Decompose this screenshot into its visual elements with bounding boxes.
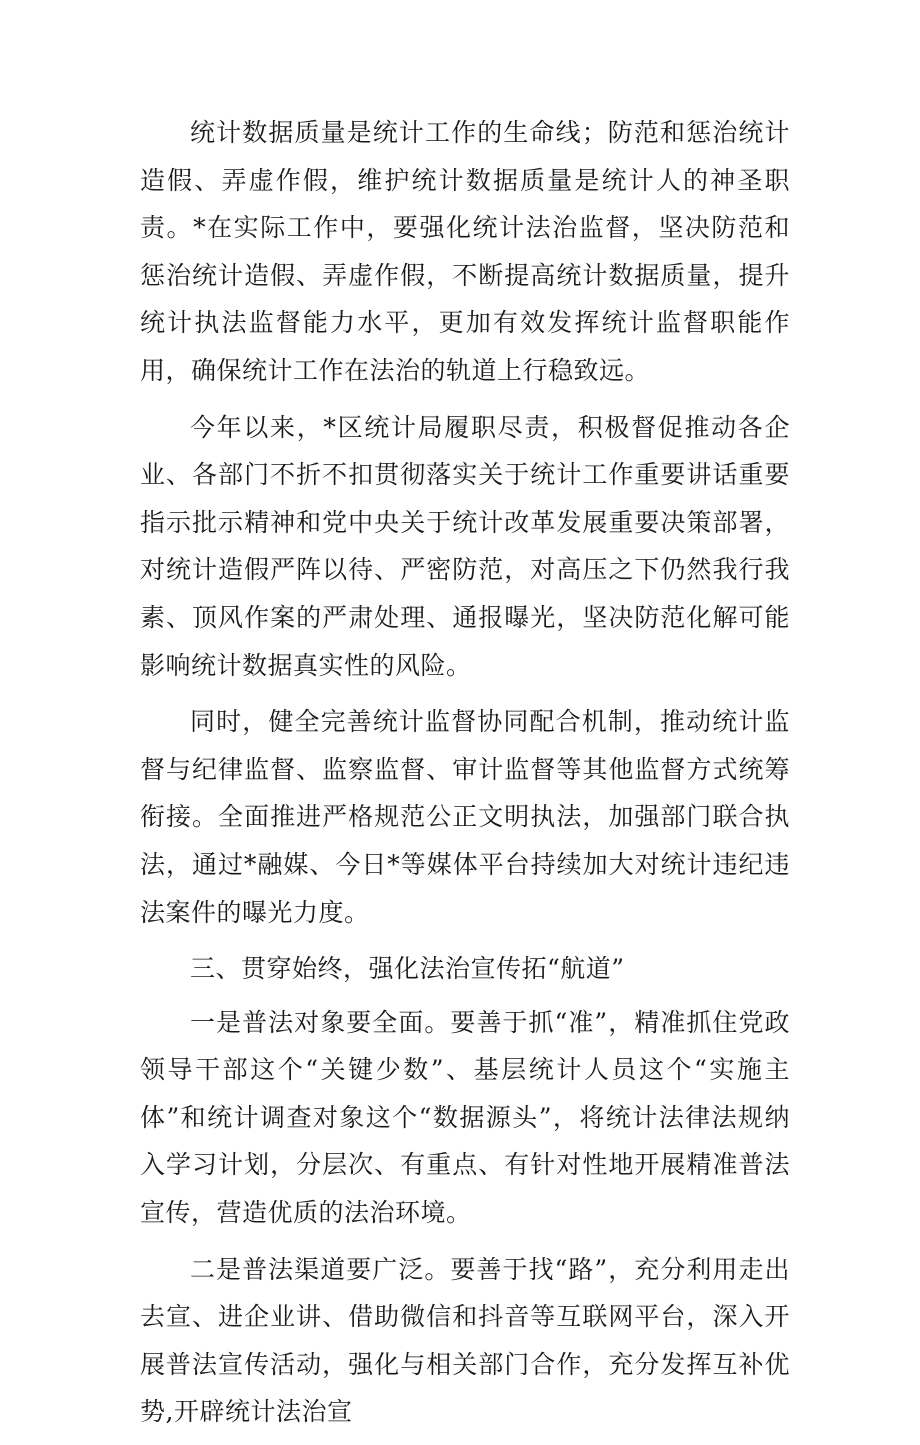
paragraph-channels: 二是普法渠道要广泛。要善于找“路”，充分利用走出去宣、进企业讲、借助微信和抖音等互联网平台，深入开展普法宣传活动，强化与相关部门合作，充分发挥互补优势,开辟统计法治宣	[140, 1254, 790, 1427]
document-body	[140, 109, 790, 1445]
paragraph-supervision-mechanism: 同时，健全完善统计监督协同配合机制，推动统计监督与纪律监督、监察监督、审计监督等其他监督方式统筹衔接。全面推进严格规范公正文明执法，加强部门联合执法，通过*融媒、今日*等媒体平台持续加大对统计违纪违法案件的曝光力度。	[140, 707, 790, 927]
section-heading-three: 三、贯穿始终，强化法治宣传拓“航道”	[190, 954, 625, 984]
paragraph-data-quality: 统计数据质量是统计工作的生命线；防范和惩治统计造假、弄虚作假，维护统计数据质量是统计人的神圣职责。*在实际工作中，要强化统计法治监督，坚决防范和惩治统计造假、弄虚作假，不断提高统计数据质量，提升统计执法监督能力水平，更加有效发挥统计监督职能作用，确保统计工作在法治的轨道上行稳致远。	[140, 118, 790, 385]
paragraph-this-year: 今年以来，*区统计局履职尽责，积极督促推动各企业、各部门不折不扣贯彻落实关于统计工作重要讲话重要指示批示精神和党中央关于统计改革发展重要决策部署，对统计造假严阵以待、严密防范，对高压之下仍然我行我素、顶风作案的严肃处理、通报曝光，坚决防范化解可能影响统计数据真实性的风险。	[140, 412, 790, 680]
paragraph-audience: 一是普法对象要全面。要善于抓“准”，精准抓住党政领导干部这个“关键少数”、基层统计人员这个“实施主体”和统计调查对象这个“数据源头”，将统计法律法规纳入学习计划，分层次、有重点、有针对性地开展精准普法宣传，营造优质的法治环境。	[140, 1007, 790, 1228]
